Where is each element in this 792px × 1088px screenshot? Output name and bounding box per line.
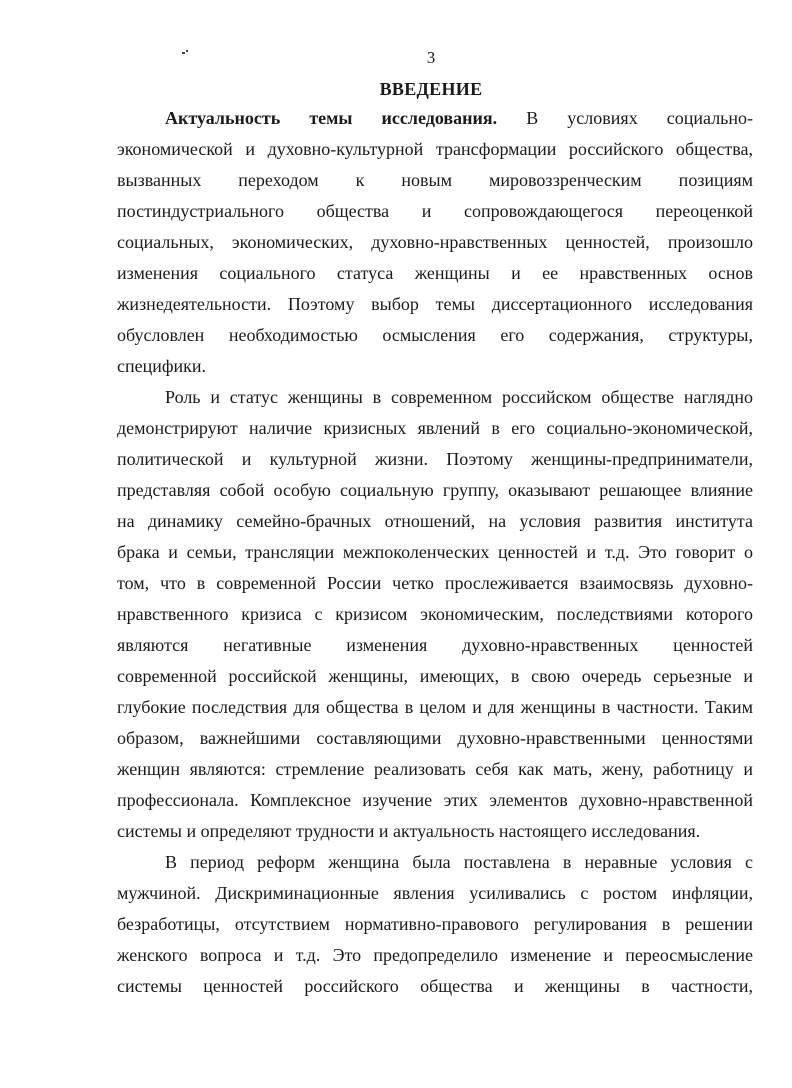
text-line: специфики. bbox=[117, 356, 207, 376]
page-number: 3 bbox=[426, 48, 436, 67]
text-line: системы ценностей российского общества и женщины в частности, bbox=[117, 976, 753, 996]
text-line: являются негативные изменения духовно-нравственных ценностей bbox=[117, 635, 753, 655]
text-line: жизнедеятельности. Поэтому выбор темы диссертационного исследования bbox=[117, 294, 753, 314]
text-line: профессионала. Комплексное изучение этих элементов духовно-нравственной bbox=[117, 790, 753, 810]
text-line: демонстрируют наличие кризисных явлений в его социально-экономической, bbox=[117, 418, 753, 438]
text-line: Роль и статус женщины в современном российском обществе наглядно bbox=[165, 387, 753, 407]
document-body bbox=[117, 103, 753, 1002]
lead-heading: Актуальность темы исследования. bbox=[165, 108, 498, 128]
section-title: ВВЕДЕНИЕ bbox=[379, 79, 483, 99]
text-line: мужчиной. Дискриминационные явления усиливались с ростом инфляции, bbox=[117, 883, 753, 903]
text-line: образом, важнейшими составляющими духовно-нравственными ценностями bbox=[117, 728, 753, 748]
text-line: том, что в современной России четко прослеживается взаимосвязь духовно- bbox=[117, 573, 753, 593]
text-line: политической и культурной жизни. Поэтому женщины-предприниматели, bbox=[117, 449, 753, 469]
text-line: обусловлен необходимостью осмысления его содержания, структуры, bbox=[117, 325, 753, 345]
text-line: изменения социального статуса женщины и ее нравственных основ bbox=[117, 263, 753, 283]
text-line: системы и определяют трудности и актуальность настоящего исследования. bbox=[117, 821, 701, 841]
text-line: социальных, экономических, духовно-нравственных ценностей, произошло bbox=[117, 232, 753, 252]
text-line: Актуальность темы исследования. В условиях социально- bbox=[165, 108, 754, 128]
paragraph-1 bbox=[117, 103, 753, 382]
text-line: женщин являются: стремление реализовать себя как мать, жену, работницу и bbox=[117, 759, 753, 779]
text-line: современной российской женщины, имеющих, в свою очередь серьезные и bbox=[117, 666, 753, 686]
text-line: брака и семьи, трансляции межпоколенческих ценностей и т.д. Это говорит о bbox=[117, 542, 753, 562]
text-line: на динамику семейно-брачных отношений, на условия развития института bbox=[117, 511, 753, 531]
paragraph-2 bbox=[117, 382, 753, 847]
text-line: представляя собой особую социальную группу, оказывают решающее влияние bbox=[117, 480, 753, 500]
text-line: экономической и духовно-культурной трансформации российского общества, bbox=[117, 139, 753, 159]
text-line: вызванных переходом к новым мировоззренческим позициям bbox=[117, 170, 753, 190]
paragraph-3 bbox=[117, 847, 753, 1002]
text-line: безработицы, отсутствием нормативно-правового регулирования в решении bbox=[117, 914, 753, 934]
text-line: нравственного кризиса с кризисом экономическим, последствиями которого bbox=[117, 604, 753, 624]
text-line: В период реформ женщина была поставлена в неравные условия с bbox=[165, 852, 753, 872]
text-line: постиндустриального общества и сопровождающегося переоценкой bbox=[117, 201, 753, 221]
text-line: женского вопроса и т.д. Это предопределило изменение и переосмысление bbox=[117, 945, 753, 965]
text-line: глубокие последствия для общества в целом и для женщины в частности. Таким bbox=[117, 697, 753, 717]
